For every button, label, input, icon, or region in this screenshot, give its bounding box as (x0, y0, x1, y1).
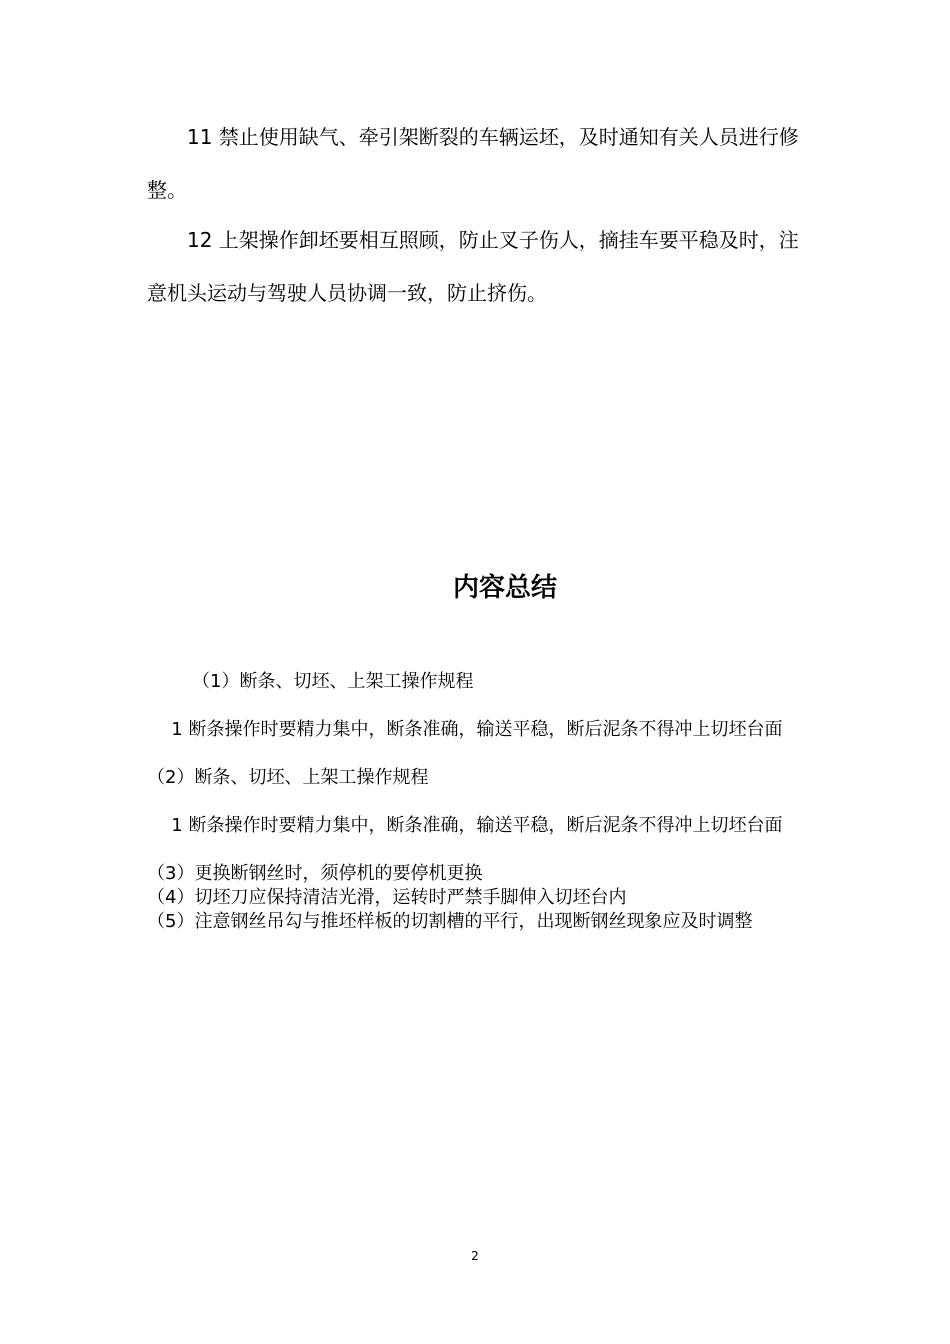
paragraph-11: 11 禁止使用缺气、牵引架断裂的车辆运坯，及时通知有关人员进行修整。 (147, 125, 799, 202)
summary-line-4: 1 断条操作时要精力集中，断条准确，输送平稳，断后泥条不得冲上切坯台面 (171, 815, 783, 836)
page-number: 2 (471, 1249, 479, 1263)
paragraph-12: 12 上架操作卸坯要相互照顾，防止叉子伤人，摘挂车要平稳及时，注意机头运动与驾驶人员协调一致，防止挤伤。 (147, 228, 799, 305)
summary-line-2: 1 断条操作时要精力集中，断条准确，输送平稳，断后泥条不得冲上切坯台面 (171, 719, 783, 740)
summary-title: 内容总结 (452, 573, 557, 603)
summary-line-7: （5）注意钢丝吊勾与推坯样板的切割槽的平行，出现断钢丝现象应及时调整 (147, 911, 753, 932)
summary-line-1: （1）断条、切坯、上架工操作规程 (192, 671, 474, 692)
summary-line-3: （2）断条、切坯、上架工操作规程 (147, 767, 429, 788)
summary-line-5: （3）更换断钢丝时，须停机的要停机更换 (147, 863, 483, 884)
summary-line-6: （4）切坯刀应保持清洁光滑，运转时严禁手脚伸入切坯台内 (147, 887, 627, 908)
